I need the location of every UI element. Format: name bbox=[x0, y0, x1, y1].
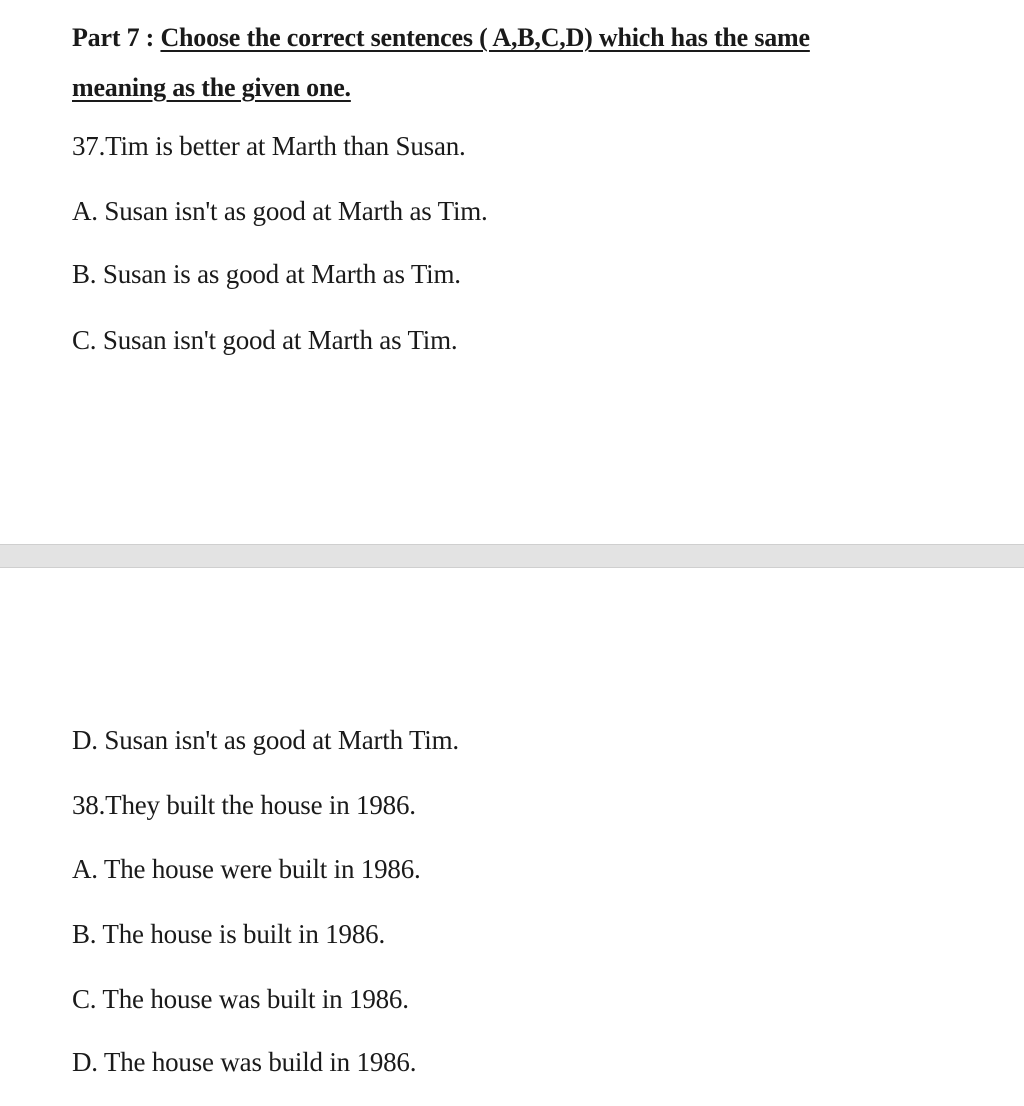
question-37-option-d: D. Susan isn't as good at Marth Tim. bbox=[72, 725, 459, 755]
question-37-option-b: B. Susan is as good at Marth as Tim. bbox=[72, 259, 461, 289]
part-instruction-line1: Choose the correct sentences ( A,B,C,D) which has the same bbox=[160, 23, 810, 52]
question-38-option-b: B. The house is built in 1986. bbox=[72, 919, 386, 949]
question-38-stem: 38.They built the house in 1986. bbox=[72, 790, 416, 820]
question-38-option-a: A. The house were built in 1986. bbox=[72, 854, 421, 884]
question-37-stem: 37.Tim is better at Marth than Susan. bbox=[72, 131, 466, 161]
question-37-option-c: C. Susan isn't good at Marth as Tim. bbox=[72, 325, 458, 355]
page-break bbox=[0, 540, 1024, 572]
part-label: Part 7 : bbox=[72, 23, 161, 52]
page-top bbox=[0, 0, 1024, 540]
question-38-option-c: C. The house was built in 1986. bbox=[72, 984, 409, 1014]
page-break-band bbox=[0, 544, 1024, 568]
part-instruction-line2: meaning as the given one. bbox=[72, 73, 351, 102]
page-bottom bbox=[0, 572, 1024, 1106]
question-37-option-a: A. Susan isn't as good at Marth as Tim. bbox=[72, 196, 488, 226]
part-heading bbox=[72, 22, 810, 54]
question-38-option-d: D. The house was build in 1986. bbox=[72, 1047, 417, 1077]
